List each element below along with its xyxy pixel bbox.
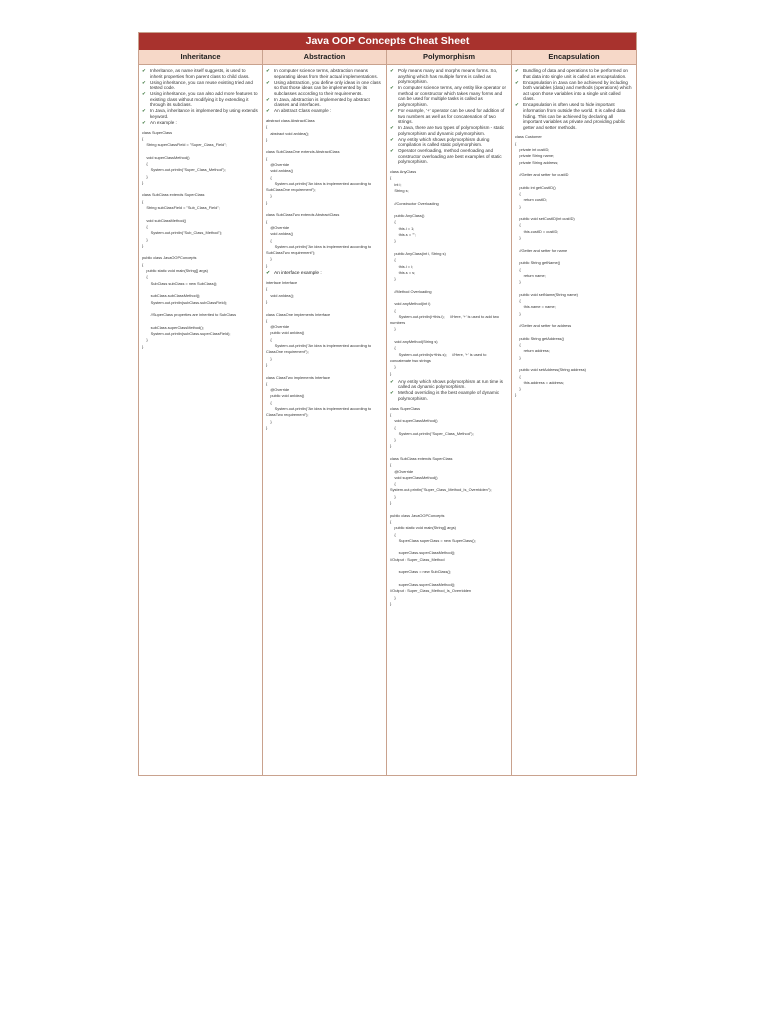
inheritance-code: class SuperClass { String superClassField = "Super_Class_Field"; void superClassMethod() { System.out.println("Super_Class_Method"); } } class SubClass extends SuperClass { String subClassField = "Sub_Class_Field"; void subClassMethod() { System.out.println("Sub_Class_Method"); } } public class JavaOOPConcepts { public static void main(String[] args) { SubClass subClass = new SubClass(); subClass.subClassMethod(); System.out.println(subClass.subClassField); //SuperClass properties are inherited to SubClass subClass.superClassMethod(); System.out.println(subClass.superClassField); } }	[142, 129, 237, 349]
columns	[139, 65, 636, 776]
sheet-title: Java OOP Concepts Cheat Sheet	[139, 33, 636, 50]
header-polymorphism: Polymorphism	[387, 50, 512, 64]
header-inheritance: Inheritance	[139, 50, 263, 64]
abstraction-bullets	[266, 68, 383, 114]
bullet-item: ✔ For example, '+' operator can be used for addition of two numbers as well as for concatenation of two strings.	[390, 108, 508, 125]
bullet-item: ✔ Any entity which shows polymorphism during compilation is called static polymorphism.	[390, 137, 508, 148]
column-headers	[139, 50, 636, 65]
bullet-item: ✔ Encapsulation in Java can be achieved by including both variables (data) and methods (operations) which act upon those variables into a single unit called class.	[515, 80, 633, 102]
encapsulation-bullets	[515, 68, 633, 130]
inheritance-bullets	[142, 68, 259, 126]
column-inheritance	[139, 65, 263, 776]
bullet-item: ✔ Poly means many and morphs means forms. So, anything which has multiple forms is called as polymorphism.	[390, 68, 508, 85]
column-abstraction	[263, 65, 387, 776]
encapsulation-code: class Customer { private int custID; private String name; private String address; //Getter and setter for custID public int getCustID() { return custID; } public void setCustID(int custID) { this.custID = custID; } //Getter and setter for name public String getName() { return name; } public void setName(String name) { this.name = name; } //Getter and setter for address public String getAddress() { return address; } public void setAddress(String address) { this.address = address; } }	[515, 134, 586, 398]
cheat-sheet	[138, 32, 637, 776]
bullet-item: ✔ Inheritance, as name itself suggests, is used to inherit properties from parent class to child class.	[142, 68, 259, 79]
interface-code: interface Interface { void anIdea(); } class ClassOne implements Interface { @Override public void anIdea() { System.out.println("An idea is implemented according to ClassOne requirement"); } } class ClassTwo implements Interface { @Override public void anIdea() { System.out.println("An idea is implemented according to ClassTwo requirement"); } }	[266, 280, 372, 430]
bullet-item: ✔ Using inheritance, you can reuse existing tried and tested code.	[142, 80, 259, 91]
dynamic-polymorphism-bullets	[390, 379, 508, 402]
static-polymorphism-code: class AnyClass { int i; String s; //Constructor Overloading public AnyClass() { this.i = 1; this.s = ""; } public AnyClass(int i, String s) { this.i = i; this.s = s; } //Method Overloading void anyMethod(int i) { System.out.println(i+this.i); //Here, '+' is used to add two numbers } void anyMethod(String s) { System.out.println(s+this.s); //Here, '+' is used to concatenate two strings } }	[390, 169, 499, 376]
bullet-item: ✔ In computer science terms, any entity like operator or method or constructor which takes many forms and can be used for multiple tasks is called as polymorphism.	[390, 85, 508, 107]
abstract-class-code: abstract class AbstractClass { abstract void anIdea(); } class SubClassOne extends AbstractClass { @Override void anIdea() { System.out.println("An idea is implemented according to SubClassOne requirement"); } } class SubClassTwo extends AbstractClass { @Override void anIdea() { System.out.println("An idea is implemented according to SubClassTwo requirement"); } }	[266, 117, 372, 268]
column-polymorphism	[387, 65, 512, 776]
bullet-item: ✔ Bundling of data and operations to be performed on that data into single unit is called as encapsulation.	[515, 68, 633, 79]
bullet-item: ✔ Operator overloading, method overloading and constructor overloading are best examples of static polymorphism.	[390, 148, 508, 165]
bullet-item: ✔ An abstract Class example :	[266, 108, 383, 114]
bullet-item: ✔ Any entity which shows polymorphism at run time is called as dynamic polymorphism.	[390, 379, 508, 390]
column-encapsulation	[512, 65, 636, 776]
bullet-item: ✔ Using inheritance, you can also add more features to existing class without modifying it by extending it through its subclass.	[142, 91, 259, 108]
bullet-item: ✔ In Java, abstraction is implemented by abstract classes and interfaces.	[266, 97, 383, 108]
bullet-item: ✔ In Java, inheritance is implemented by using extends keyword.	[142, 108, 259, 119]
bullet-item: ✔ In computer science terms, abstraction means separating ideas from their actual implementations.	[266, 68, 383, 79]
interface-example-label: ✔ An interface example :	[266, 271, 383, 277]
header-abstraction: Abstraction	[263, 50, 387, 64]
dynamic-polymorphism-code: class SuperClass { void superClassMethod() { System.out.println("Super_Class_Method"); } } class SubClass extends SuperClass { @Override void superClassMethod() { System.out.println("Super_Class_Method_Is_Overridden"); } } public class JavaOOPConcepts { public static void main(String[] args) { SuperClass superClass = new SuperClass(); superClass.superClassMethod(); //Output : Super_Class_Method superClass = new SubClass(); superClass.superClassMethod(); //Output : Super_Class_Method_Is_Overridden } }	[390, 405, 492, 606]
polymorphism-bullets	[390, 68, 508, 165]
bullet-item: ✔ In Java, there are two types of polymorphism - static polymorphism and dynamic polymorphism.	[390, 125, 508, 136]
header-encapsulation: Encapsulation	[548, 52, 600, 61]
bullet-item: ✔ An example :	[142, 120, 259, 126]
bullet-item: ✔ Using abstraction, you define only ideas in one class so that those ideas can be implemented by its subclasses according to their requirements.	[266, 80, 383, 97]
bullet-item: ✔ Encapsulation is often used to hide important information from outside the world. It is called data hiding. This can be achieved by declaring all important variables as private and providing public getter and setter methods.	[515, 102, 633, 130]
bullet-item: ✔ Method overriding is the best example of dynamic polymorphism.	[390, 390, 508, 401]
